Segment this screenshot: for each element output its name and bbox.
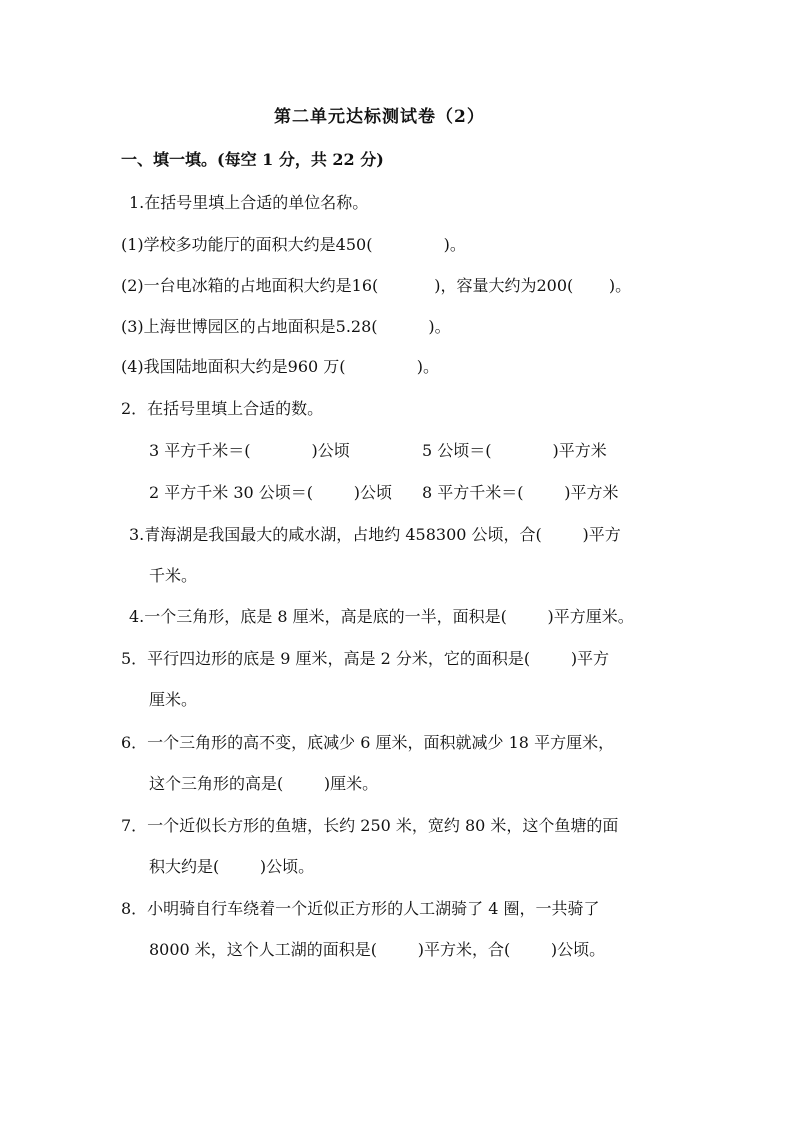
question-1-item-1: (1)学校多功能厅的面积大约是450( )。 xyxy=(121,235,466,254)
question-5-line-2: 厘米。 xyxy=(149,690,198,709)
question-1-stem: 1.在括号里填上合适的单位名称。 xyxy=(129,193,369,212)
question-1-item-2: (2)一台电冰箱的占地面积大约是16( )，容量大约为200( )。 xyxy=(121,276,632,295)
page-title: 第二单元达标测试卷（2） xyxy=(274,107,485,127)
question-6-line-2: 这个三角形的高是( )厘米。 xyxy=(149,774,379,793)
section-heading: 一、填一填。(每空 1 分，共 22 分) xyxy=(121,150,384,169)
question-7-line-2: 积大约是( )公顷。 xyxy=(149,857,315,876)
question-6-line-1: 6．一个三角形的高不变，底减少 6 厘米，面积就减少 18 平方厘米， xyxy=(121,733,615,752)
question-5-line-1: 5．平行四边形的底是 9 厘米，高是 2 分米，它的面积是( )平方 xyxy=(121,649,610,668)
question-1-item-3: (3)上海世博园区的占地面积是5.28( )。 xyxy=(121,317,451,336)
question-3-line-2: 千米。 xyxy=(149,566,198,585)
question-2-row-2-left: 2 平方千米 30 公顷＝( )公顷 xyxy=(149,483,392,502)
question-3-line-1: 3.青海湖是我国最大的咸水湖，占地约 458300 公顷，合( )平方 xyxy=(129,525,621,544)
question-8-line-1: 8．小明骑自行车绕着一个近似正方形的人工湖骑了 4 圈，一共骑了 xyxy=(121,899,600,918)
question-2-row-2-right: 8 平方千米＝( )平方米 xyxy=(422,483,619,502)
question-2-stem: 2．在括号里填上合适的数。 xyxy=(121,399,324,418)
question-4-line-1: 4.一个三角形，底是 8 厘米，高是底的一半，面积是( )平方厘米。 xyxy=(129,607,634,626)
question-1-item-4: (4)我国陆地面积大约是960 万( )。 xyxy=(121,357,439,376)
question-2-row-1-left: 3 平方千米＝( )公顷 xyxy=(149,441,350,460)
question-8-line-2: 8000 米，这个人工湖的面积是( )平方米，合( )公顷。 xyxy=(149,940,606,959)
question-2-row-1-right: 5 公顷＝( )平方米 xyxy=(422,441,607,460)
question-7-line-1: 7．一个近似长方形的鱼塘，长约 250 米，宽约 80 米，这个鱼塘的面 xyxy=(121,816,619,835)
